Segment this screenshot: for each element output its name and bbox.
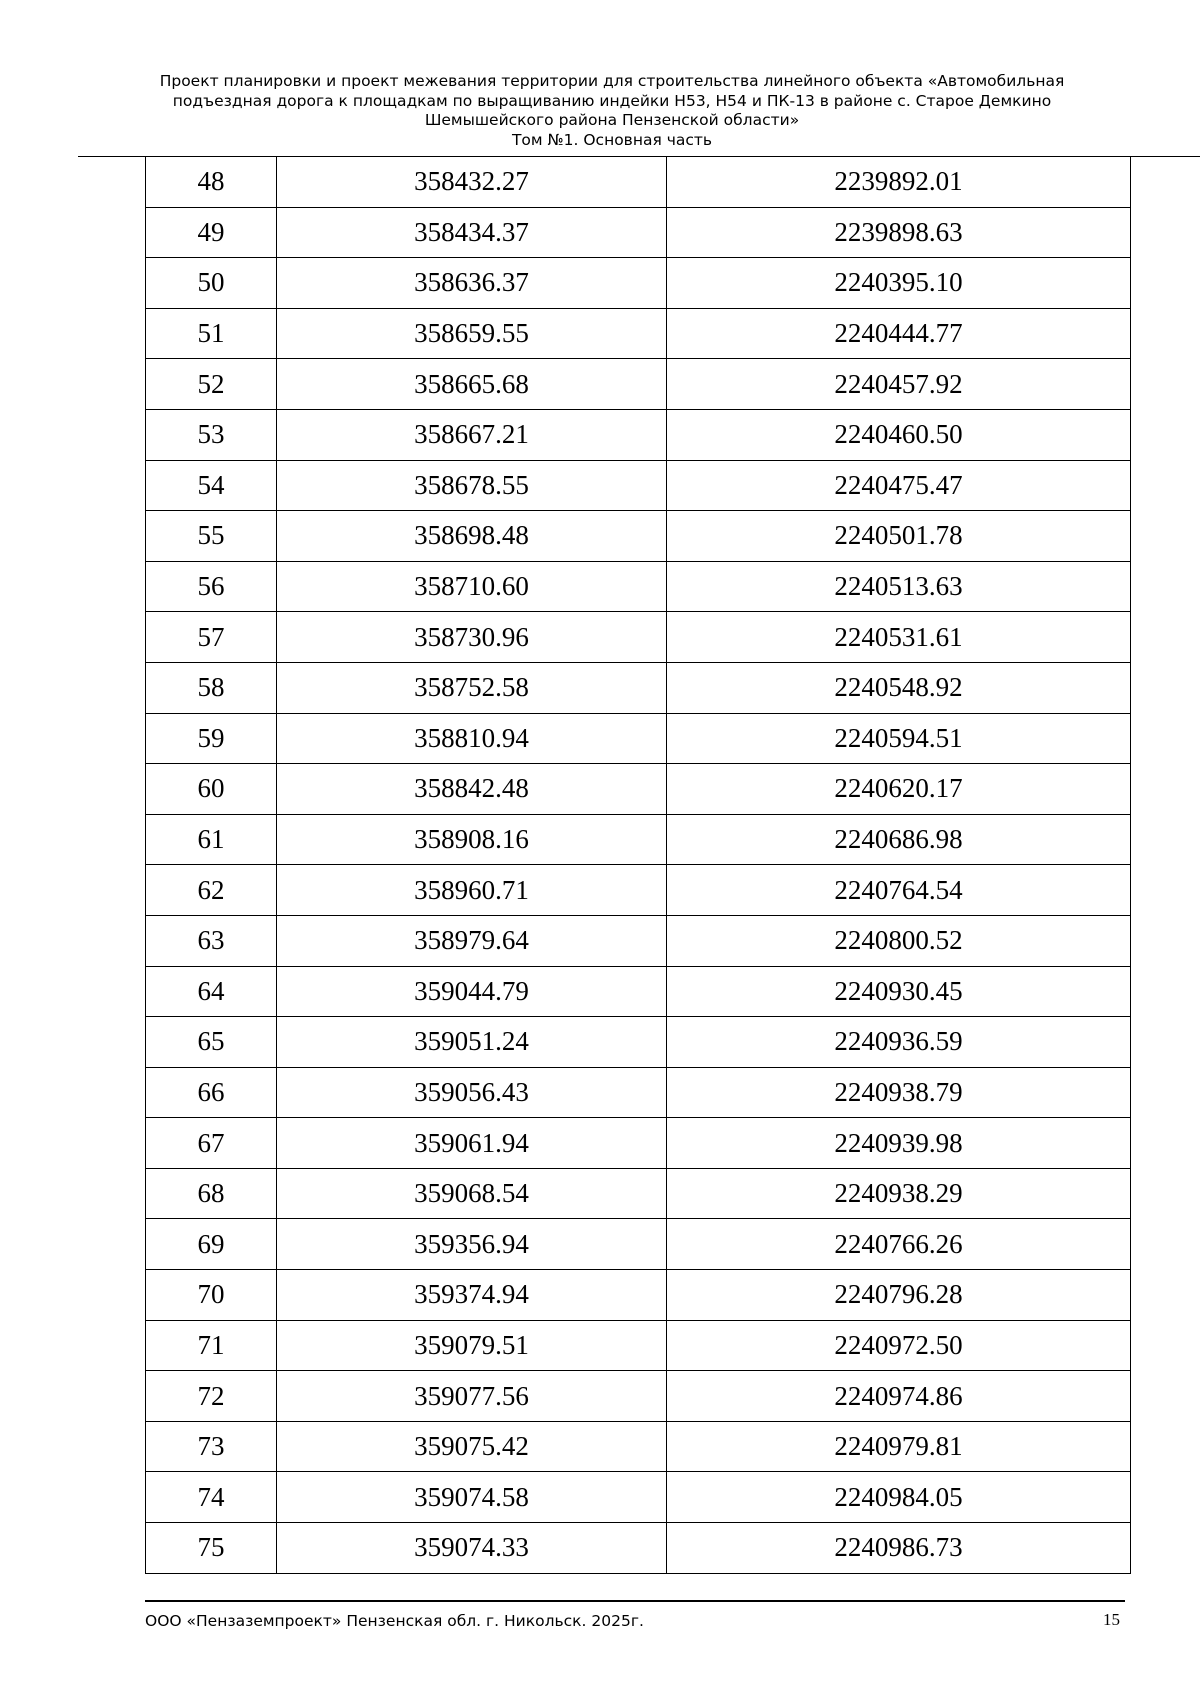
y-coordinate-cell: 2240800.52 [667, 915, 1131, 966]
table-row [146, 258, 1131, 309]
point-number-cell: 66 [146, 1067, 277, 1118]
point-number-cell: 68 [146, 1168, 277, 1219]
footer-company: ООО «Пензаземпроект» Пензенская обл. г. Никольск. 2025г. [145, 1612, 644, 1630]
point-number-cell: 69 [146, 1219, 277, 1270]
table-row [146, 1168, 1131, 1219]
page-number: 15 [1103, 1610, 1120, 1629]
x-coordinate-cell: 359079.51 [277, 1320, 667, 1371]
y-coordinate-cell: 2240796.28 [667, 1270, 1131, 1321]
x-coordinate-cell: 358432.27 [277, 157, 667, 208]
table-row [146, 1067, 1131, 1118]
y-coordinate-cell: 2240930.45 [667, 966, 1131, 1017]
point-number-cell: 63 [146, 915, 277, 966]
y-coordinate-cell: 2240460.50 [667, 409, 1131, 460]
table-row [146, 1472, 1131, 1523]
x-coordinate-cell: 358810.94 [277, 713, 667, 764]
table-row [146, 1118, 1131, 1169]
x-coordinate-cell: 359051.24 [277, 1017, 667, 1068]
point-number-cell: 74 [146, 1472, 277, 1523]
y-coordinate-cell: 2240475.47 [667, 460, 1131, 511]
table-row [146, 359, 1131, 410]
table-row [146, 814, 1131, 865]
point-number-cell: 72 [146, 1371, 277, 1422]
point-number-cell: 49 [146, 207, 277, 258]
x-coordinate-cell: 359074.33 [277, 1523, 667, 1574]
y-coordinate-cell: 2240395.10 [667, 258, 1131, 309]
x-coordinate-cell: 359077.56 [277, 1371, 667, 1422]
point-number-cell: 55 [146, 511, 277, 562]
x-coordinate-cell: 358960.71 [277, 865, 667, 916]
point-number-cell: 56 [146, 561, 277, 612]
table-row [146, 1270, 1131, 1321]
y-coordinate-cell: 2240938.29 [667, 1168, 1131, 1219]
x-coordinate-cell: 358667.21 [277, 409, 667, 460]
header-line-2: подъездная дорога к площадкам по выращиванию индейки Н53, Н54 и ПК-13 в районе с. Старое Демкино [172, 91, 1052, 110]
x-coordinate-cell: 359356.94 [277, 1219, 667, 1270]
point-number-cell: 65 [146, 1017, 277, 1068]
y-coordinate-cell: 2239898.63 [667, 207, 1131, 258]
point-number-cell: 62 [146, 865, 277, 916]
x-coordinate-cell: 358752.58 [277, 662, 667, 713]
x-coordinate-cell: 358730.96 [277, 612, 667, 663]
y-coordinate-cell: 2240513.63 [667, 561, 1131, 612]
table-row [146, 308, 1131, 359]
point-number-cell: 53 [146, 409, 277, 460]
x-coordinate-cell: 358659.55 [277, 308, 667, 359]
point-number-cell: 73 [146, 1421, 277, 1472]
x-coordinate-cell: 358678.55 [277, 460, 667, 511]
point-number-cell: 71 [146, 1320, 277, 1371]
x-coordinate-cell: 359374.94 [277, 1270, 667, 1321]
x-coordinate-cell: 358710.60 [277, 561, 667, 612]
y-coordinate-cell: 2240974.86 [667, 1371, 1131, 1422]
table-row [146, 460, 1131, 511]
y-coordinate-cell: 2240594.51 [667, 713, 1131, 764]
y-coordinate-cell: 2240764.54 [667, 865, 1131, 916]
x-coordinate-cell: 359061.94 [277, 1118, 667, 1169]
point-number-cell: 60 [146, 764, 277, 815]
table-row [146, 511, 1131, 562]
table-row [146, 561, 1131, 612]
y-coordinate-cell: 2240939.98 [667, 1118, 1131, 1169]
x-coordinate-cell: 358665.68 [277, 359, 667, 410]
x-coordinate-cell: 359068.54 [277, 1168, 667, 1219]
table-row [146, 1320, 1131, 1371]
x-coordinate-cell: 358908.16 [277, 814, 667, 865]
point-number-cell: 54 [146, 460, 277, 511]
x-coordinate-cell: 358636.37 [277, 258, 667, 309]
table-row [146, 1219, 1131, 1270]
y-coordinate-cell: 2240531.61 [667, 612, 1131, 663]
header-line-3: Шемышейского района Пензенской области» [424, 111, 800, 129]
x-coordinate-cell: 358698.48 [277, 511, 667, 562]
x-coordinate-cell: 359074.58 [277, 1472, 667, 1523]
y-coordinate-cell: 2240444.77 [667, 308, 1131, 359]
y-coordinate-cell: 2240686.98 [667, 814, 1131, 865]
y-coordinate-cell: 2240766.26 [667, 1219, 1131, 1270]
point-number-cell: 52 [146, 359, 277, 410]
y-coordinate-cell: 2240620.17 [667, 764, 1131, 815]
point-number-cell: 48 [146, 157, 277, 208]
table-row [146, 1371, 1131, 1422]
table-row [146, 207, 1131, 258]
point-number-cell: 59 [146, 713, 277, 764]
x-coordinate-cell: 359056.43 [277, 1067, 667, 1118]
table-row [146, 1523, 1131, 1574]
y-coordinate-cell: 2240457.92 [667, 359, 1131, 410]
y-coordinate-cell: 2240501.78 [667, 511, 1131, 562]
point-number-cell: 67 [146, 1118, 277, 1169]
coordinates-table-body [146, 157, 1131, 1574]
header-line-1: Проект планировки и проект межевания территории для строительства линейного объекта «Автомобильная [159, 72, 1065, 90]
table-row [146, 966, 1131, 1017]
x-coordinate-cell: 358979.64 [277, 915, 667, 966]
page-header [130, 72, 1094, 150]
header-line-4: Том №1. Основная часть [511, 130, 713, 149]
y-coordinate-cell: 2240972.50 [667, 1320, 1131, 1371]
coordinates-table [145, 156, 1131, 1574]
point-number-cell: 64 [146, 966, 277, 1017]
table-row [146, 764, 1131, 815]
point-number-cell: 51 [146, 308, 277, 359]
point-number-cell: 58 [146, 662, 277, 713]
y-coordinate-cell: 2240938.79 [667, 1067, 1131, 1118]
y-coordinate-cell: 2240986.73 [667, 1523, 1131, 1574]
table-row [146, 612, 1131, 663]
footer-divider [145, 1600, 1125, 1602]
point-number-cell: 50 [146, 258, 277, 309]
point-number-cell: 75 [146, 1523, 277, 1574]
table-row [146, 915, 1131, 966]
x-coordinate-cell: 359075.42 [277, 1421, 667, 1472]
y-coordinate-cell: 2240936.59 [667, 1017, 1131, 1068]
y-coordinate-cell: 2240984.05 [667, 1472, 1131, 1523]
table-row [146, 713, 1131, 764]
point-number-cell: 70 [146, 1270, 277, 1321]
y-coordinate-cell: 2240548.92 [667, 662, 1131, 713]
y-coordinate-cell: 2240979.81 [667, 1421, 1131, 1472]
x-coordinate-cell: 358842.48 [277, 764, 667, 815]
table-row [146, 1421, 1131, 1472]
point-number-cell: 61 [146, 814, 277, 865]
table-row [146, 157, 1131, 208]
table-row [146, 662, 1131, 713]
table-row [146, 409, 1131, 460]
table-row [146, 1017, 1131, 1068]
y-coordinate-cell: 2239892.01 [667, 157, 1131, 208]
x-coordinate-cell: 358434.37 [277, 207, 667, 258]
x-coordinate-cell: 359044.79 [277, 966, 667, 1017]
table-row [146, 865, 1131, 916]
point-number-cell: 57 [146, 612, 277, 663]
